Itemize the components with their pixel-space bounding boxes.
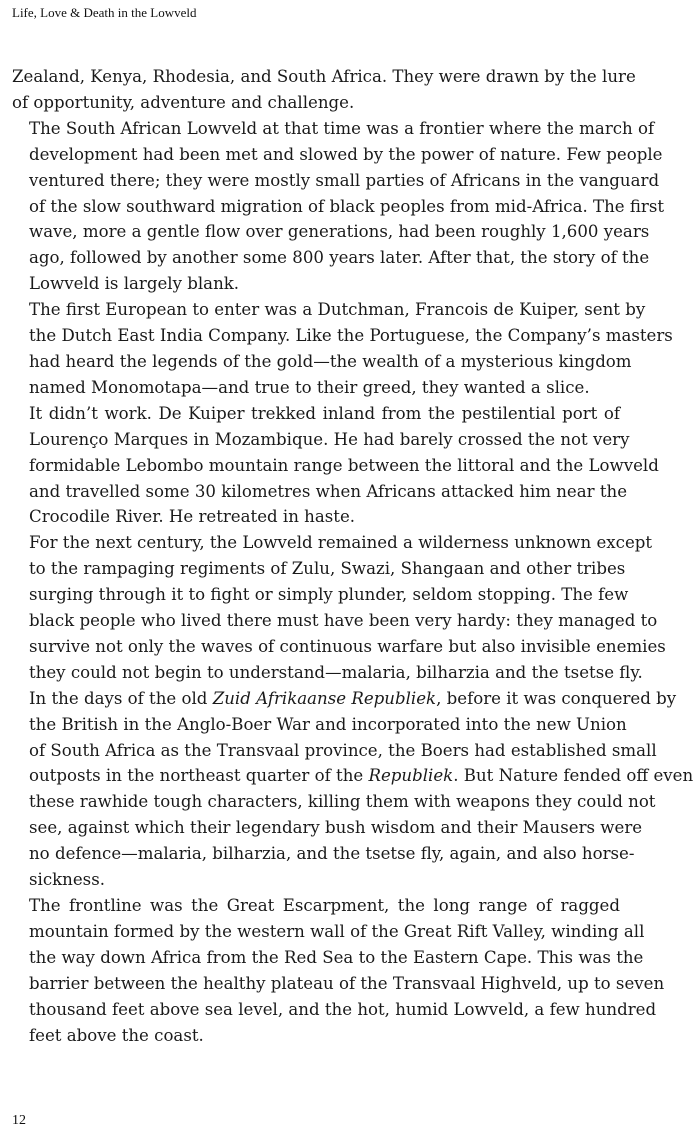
text-line: named Monomotapa—and true to their greed, they wanted a slice.: [29, 377, 590, 397]
text-line: black people who lived there must have been very hardy: they managed to: [29, 611, 658, 631]
text-line: of South Africa as the Transvaal province, the Boers had established small: [29, 740, 657, 760]
text-line: The South African Lowveld at that time was a frontier where the march of: [29, 118, 655, 138]
text-line: of opportunity, adventure and challenge.: [12, 92, 355, 112]
text-line: they could not begin to understand—malaria, bilharzia and the tsetse fly.: [29, 662, 643, 682]
text-line: the way down Africa from the Red Sea to the Eastern Cape. This was the: [29, 947, 644, 967]
text-line: see, against which their legendary bush wisdom and their Mausers were: [29, 818, 643, 838]
text-line: sickness.: [29, 870, 105, 890]
paragraph: [12, 116, 665, 297]
text-line: The frontline was the Great Escarpment, the long range of ragged: [29, 896, 620, 915]
text-line: and travelled some 30 kilometres when Africans attacked him near the: [29, 481, 628, 501]
italic-term: Zuid Afrikaanse Republiek: [212, 688, 437, 708]
italic-term: Republiek: [368, 766, 454, 786]
paragraph: [12, 401, 659, 531]
text-line: Lowveld is largely blank.: [29, 274, 240, 294]
text-line: had heard the legends of the gold—the wealth of a mysterious kingdom: [29, 351, 632, 371]
text-line: For the next century, the Lowveld remained a wilderness unknown except: [29, 533, 653, 553]
page-number: 12: [12, 1113, 26, 1128]
text-line: development had been met and slowed by the power of nature. Few people: [29, 144, 663, 164]
body-text: [12, 64, 693, 1048]
text-line: In the days of the old Zuid Afrikaanse Republiek, before it was conquered by: [29, 688, 677, 708]
text-line: Zealand, Kenya, Rhodesia, and South Africa. They were drawn by the lure: [12, 67, 636, 86]
text-line: thousand feet above sea level, and the hot, humid Lowveld, a few hundred: [29, 999, 657, 1019]
text-line: ventured there; they were mostly small parties of Africans in the vanguard: [29, 170, 660, 190]
text-line: feet above the coast.: [29, 1025, 204, 1045]
paragraph: [12, 297, 673, 401]
text-line: no defence—malaria, bilharzia, and the tsetse fly, again, and also horse-: [29, 844, 635, 864]
text-line: these rawhide tough characters, killing them with weapons they could not: [29, 792, 656, 812]
text-line: the British in the Anglo-Boer War and incorporated into the new Union: [29, 714, 627, 734]
text-line: wave, more a gentle flow over generations, had been roughly 1,600 years: [29, 222, 650, 242]
text-line: of the slow southward migration of black peoples from mid-Africa. The first: [29, 196, 665, 216]
paragraph: [12, 64, 636, 116]
text-line: survive not only the waves of continuous warfare but also invisible enemies: [29, 636, 666, 656]
paragraph: [12, 686, 693, 893]
text-line: barrier between the healthy plateau of the Transvaal Highveld, up to seven: [29, 973, 665, 993]
text-line: outposts in the northeast quarter of the Republiek. But Nature fended off even: [29, 766, 693, 786]
text-line: Lourenço Marques in Mozambique. He had barely crossed the not very: [29, 429, 630, 449]
text-line: surging through it to fight or simply plunder, seldom stopping. The few: [29, 585, 629, 605]
text-line: ago, followed by another some 800 years later. After that, the story of the: [29, 248, 650, 268]
running-head: Life, Love & Death in the Lowveld: [12, 5, 197, 20]
text-line: formidable Lebombo mountain range between the littoral and the Lowveld: [29, 455, 659, 475]
text-line: mountain formed by the western wall of the Great Rift Valley, winding all: [29, 921, 645, 941]
text-line: It didn’t work. De Kuiper trekked inland from the pestilential port of: [29, 403, 620, 423]
text-line: to the rampaging regiments of Zulu, Swazi, Shangaan and other tribes: [29, 559, 626, 579]
text-line: Crocodile River. He retreated in haste.: [29, 507, 356, 527]
paragraph: [12, 530, 666, 685]
paragraph: [12, 893, 665, 1048]
text-line: The first European to enter was a Dutchman, Francois de Kuiper, sent by: [29, 300, 646, 320]
text-line: the Dutch East India Company. Like the Portuguese, the Company’s masters: [29, 326, 673, 346]
